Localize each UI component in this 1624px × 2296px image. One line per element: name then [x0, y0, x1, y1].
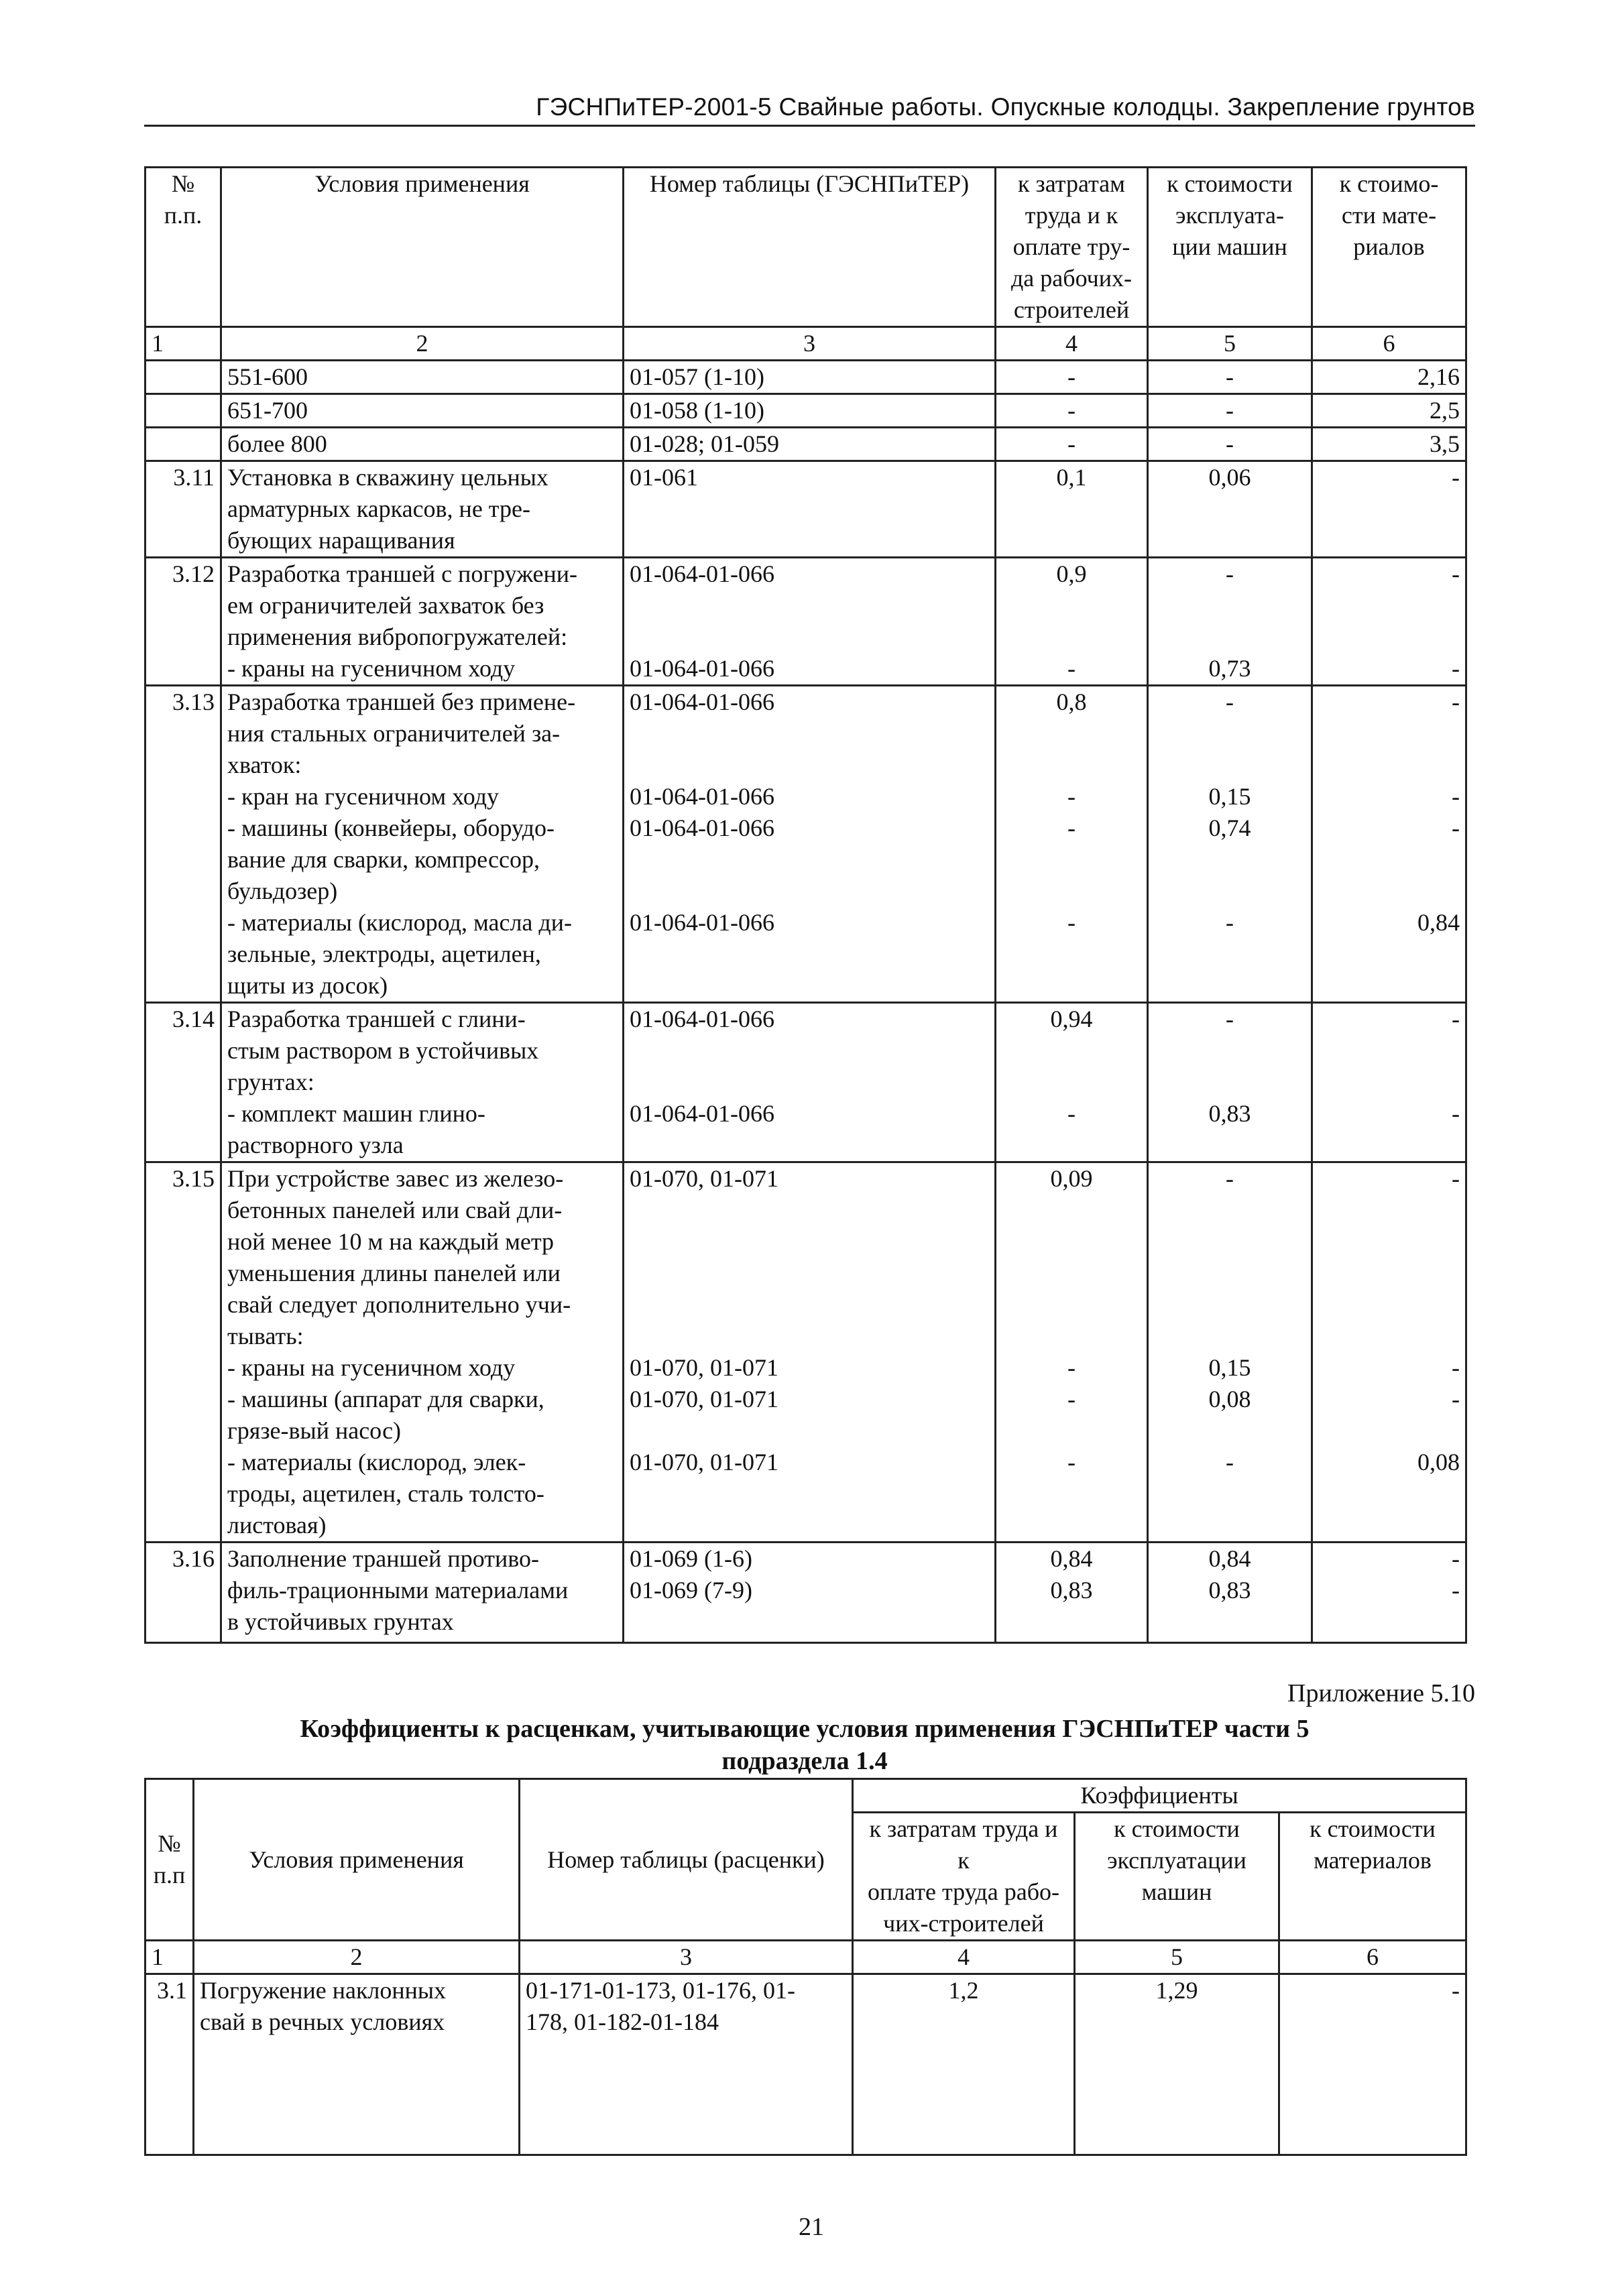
table1-header-row [146, 168, 1466, 327]
table-reference: 01-061 [624, 461, 996, 558]
condition-text: Разработка траншей без примене- ния стальных ограничителей за- хваток: - кран на гусеничном ходу - машины (конвейеры, оборудо- вание для сварки, компрессор, бульдозер) - материалы (кислород, масла ди- зельные, электроды, ацетилен, щиты из досок) [221, 686, 624, 1003]
col-number: 4 [996, 327, 1148, 361]
col-number: 1 [146, 327, 221, 361]
condition-text: Разработка траншей с погружени- ем ограничителей захваток без применения вибропогружателей: - краны на гусеничном ходу [221, 558, 624, 686]
table-row [146, 428, 1466, 461]
table-row [146, 1162, 1466, 1543]
row-number: 3.13 [146, 686, 221, 1003]
col-number: 5 [1075, 1941, 1279, 1974]
table-reference: 01-064-01-066 01-064-01-066 [624, 558, 996, 686]
machine-coefficient: - [1148, 361, 1312, 394]
row-number [146, 394, 221, 428]
condition-text: Заполнение траншей противо- филь-трационными материалами в устойчивых грунтах [221, 1543, 624, 1643]
labor-coefficient: 0,1 [996, 461, 1148, 558]
labor-coefficient: 0,84 0,83 [996, 1543, 1148, 1643]
labor-coefficient: 0,9 - [996, 558, 1148, 686]
header-table-no: Номер таблицы (расценки) [520, 1779, 853, 1941]
material-coefficient: - - - 0,84 [1312, 686, 1466, 1003]
machine-coefficient: 1,29 [1075, 1974, 1279, 2155]
row-number [146, 428, 221, 461]
material-coefficient: 3,5 [1312, 428, 1466, 461]
table1-column-numbers [146, 327, 1466, 361]
table-row [146, 461, 1466, 558]
table-reference: 01-057 (1-10) [624, 361, 996, 394]
condition-text: 551-600 [221, 361, 624, 394]
table-reference: 01-028; 01-059 [624, 428, 996, 461]
header-num: № п.п. [146, 168, 221, 327]
machine-coefficient: - 0,15 0,08 - [1148, 1162, 1312, 1543]
machine-coefficient: - 0,15 0,74 - [1148, 686, 1312, 1003]
row-number: 3.1 [146, 1974, 194, 2155]
labor-coefficient: 1,2 [853, 1974, 1075, 2155]
labor-coefficient: 0,94 - [996, 1003, 1148, 1162]
condition-text: более 800 [221, 428, 624, 461]
header-materials: к стоимости материалов [1279, 1813, 1466, 1941]
material-coefficient: - - [1312, 1003, 1466, 1162]
table-reference: 01-070, 01-071 01-070, 01-071 01-070, 01-071 01-070, 01-071 [624, 1162, 996, 1543]
table2-header-row [146, 1779, 1466, 1813]
table2-title: Коэффициенты к расценкам, учитывающие условия применения ГЭСНПиТЕР части 5 подраздела 1.4 [300, 1715, 1310, 1775]
col-number: 3 [520, 1941, 853, 1974]
header-conditions: Условия применения [221, 168, 624, 327]
col-number: 5 [1148, 327, 1312, 361]
table-reference: 01-064-01-066 01-064-01-066 01-064-01-066 01-064-01-066 [624, 686, 996, 1003]
header-labor: к затратам труда и к оплате тру- да рабочих- строителей [996, 168, 1148, 327]
labor-coefficient: - [996, 428, 1148, 461]
col-number: 6 [1312, 327, 1466, 361]
col-number: 3 [624, 327, 996, 361]
condition-text: 651-700 [221, 394, 624, 428]
machine-coefficient: 0,84 0,83 [1148, 1543, 1312, 1643]
table-reference: 01-069 (1-6) 01-069 (7-9) [624, 1543, 996, 1643]
material-coefficient: - [1279, 1974, 1466, 2155]
row-number: 3.11 [146, 461, 221, 558]
table-row [146, 1003, 1466, 1162]
machine-coefficient: 0,06 [1148, 461, 1312, 558]
running-title: ГЭСНПиТЕР-2001-5 Свайные работы. Опускные колодцы. Закрепление грунтов [144, 93, 1475, 127]
labor-coefficient: - [996, 361, 1148, 394]
table-row [146, 1543, 1466, 1643]
table-reference: 01-171-01-173, 01-176, 01- 178, 01-182-01-184 [520, 1974, 853, 2155]
appendix-label: Приложение 5.10 [1287, 1679, 1475, 1707]
row-number: 3.12 [146, 558, 221, 686]
table-reference: 01-058 (1-10) [624, 394, 996, 428]
condition-text: Погружение наклонных свай в речных условиях [194, 1974, 520, 2155]
condition-text: Разработка траншей с глини- стым раствором в устойчивых грунтах: - комплект машин глино- растворного узла [221, 1003, 624, 1162]
col-number: 2 [221, 327, 624, 361]
header-machines: к стоимости эксплуата- ции машин [1148, 168, 1312, 327]
material-coefficient: - [1312, 461, 1466, 558]
row-number: 3.15 [146, 1162, 221, 1543]
page-number: 21 [799, 2213, 824, 2241]
col-number: 1 [146, 1941, 194, 1974]
table-row [146, 394, 1466, 428]
header-table-no: Номер таблицы (ГЭСНПиТЕР) [624, 168, 996, 327]
machine-coefficient: - [1148, 394, 1312, 428]
coefficients-table-1-4 [144, 1778, 1467, 2156]
header-machines: к стоимости эксплуатации машин [1075, 1813, 1279, 1941]
table-row [146, 686, 1466, 1003]
coefficients-table-continued [144, 166, 1467, 1644]
machine-coefficient: - 0,83 [1148, 1003, 1312, 1162]
row-number: 3.14 [146, 1003, 221, 1162]
header-labor: к затратам труда и к оплате труда рабо- чих-строителей [853, 1813, 1075, 1941]
machine-coefficient: - 0,73 [1148, 558, 1312, 686]
table-row [146, 558, 1466, 686]
col-number: 2 [194, 1941, 520, 1974]
table-row [146, 361, 1466, 394]
labor-coefficient: - [996, 394, 1148, 428]
header-num: № п.п [146, 1779, 194, 1941]
labor-coefficient: 0,8 - - - [996, 686, 1148, 1003]
condition-text: Установка в скважину цельных арматурных каркасов, не тре- бующих наращивания [221, 461, 624, 558]
table-row [146, 1974, 1466, 2155]
material-coefficient: - - [1312, 1543, 1466, 1643]
labor-coefficient: 0,09 - - - [996, 1162, 1148, 1543]
header-conditions: Условия применения [194, 1779, 520, 1941]
col-number: 4 [853, 1941, 1075, 1974]
header-materials: к стоимо- сти мате- риалов [1312, 168, 1466, 327]
table2-column-numbers [146, 1941, 1466, 1974]
machine-coefficient: - [1148, 428, 1312, 461]
material-coefficient: 2,16 [1312, 361, 1466, 394]
table-reference: 01-064-01-066 01-064-01-066 [624, 1003, 996, 1162]
row-number [146, 361, 221, 394]
material-coefficient: 2,5 [1312, 394, 1466, 428]
condition-text: При устройстве завес из железо- бетонных панелей или свай дли- ной менее 10 м на каждый метр уменьшения длины панелей или свай следует дополнительно учи- тывать: - краны на гусеничном ходу - машины (аппарат для сварки, грязе-вый насос) - материалы (кислород, элек- троды, ацетилен, сталь толсто- листовая) [221, 1162, 624, 1543]
row-number: 3.16 [146, 1543, 221, 1643]
header-coefficients-group: Коэффициенты [853, 1779, 1466, 1813]
material-coefficient: - - - 0,08 [1312, 1162, 1466, 1543]
material-coefficient: - - [1312, 558, 1466, 686]
col-number: 6 [1279, 1941, 1466, 1974]
